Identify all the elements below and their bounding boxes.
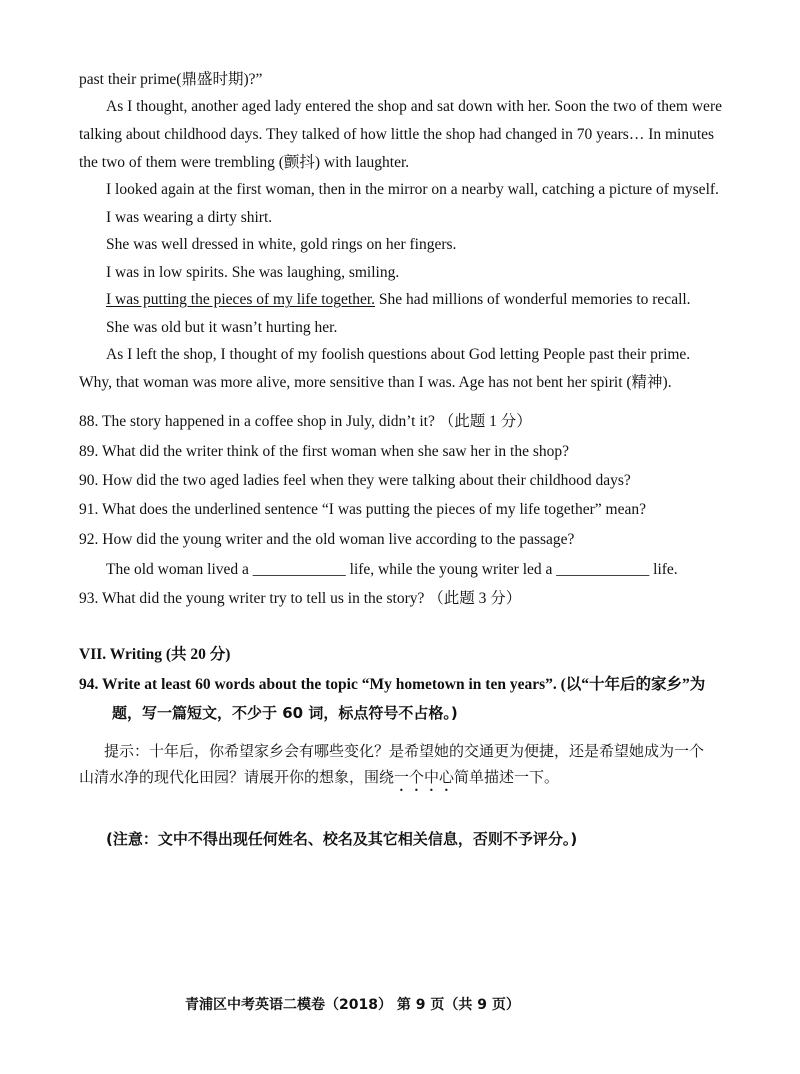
passage-line — [106, 290, 691, 310]
passage-text: She had millions of wonderful memories to recall. — [375, 291, 691, 308]
passage-line: talking about childhood days. They talked of how little the shop had changed in 70 years… In minutes — [79, 126, 715, 143]
passage-line: I looked again at the first woman, then in the mirror on a nearby wall, catching a picture of myself. — [106, 181, 719, 198]
writing-task-continued: 题，写一篇短文，不少于 60 词，标点符号不占格。) — [112, 704, 458, 722]
hint-text: 山清水净的现代化田园？请展开你的想象，围绕 — [79, 768, 395, 786]
passage-line: As I left the shop, I thought of my foolish questions about God letting People past their prime. — [106, 346, 691, 363]
hint-text: 简单描述一下。 — [454, 768, 560, 786]
emphasized-phrase: 一个中心 — [394, 768, 455, 786]
passage-line: As I thought, another aged lady entered the shop and sat down with her. Soon the two of them were — [106, 98, 722, 115]
passage-line: Why, that woman was more alive, more sensitive than I was. Age has not bent her spirit (精神). — [79, 374, 672, 391]
passage-line: I was wearing a dirty shirt. — [106, 209, 273, 226]
underlined-sentence: I was putting the pieces of my life together. — [106, 291, 376, 308]
page-footer: 青浦区中考英语二模卷（2018） 第 9 页（共 9 页） — [185, 997, 520, 1013]
passage-line: the two of them were trembling (颤抖) with laughter. — [79, 154, 410, 171]
question-88: 88. The story happened in a coffee shop in July, didn’t it? （此题 1 分） — [79, 413, 532, 430]
passage-line: She was well dressed in white, gold rings on her fingers. — [106, 236, 457, 253]
writing-notice: (注意：文中不得出现任何姓名、校名及其它相关信息，否则不予评分。) — [106, 830, 578, 848]
question-91: 91. What does the underlined sentence “I was putting the pieces of my life together” mean? — [79, 501, 646, 518]
writing-hint — [79, 767, 559, 795]
writing-hint: 提示：十年后，你希望家乡会有哪些变化？是希望她的交通更为便捷，还是希望她成为一个 — [104, 742, 705, 760]
writing-task: 94. Write at least 60 words about the topic “My hometown in ten years”. (以“十年后的家乡”为 — [79, 676, 706, 693]
question-93: 93. What did the young writer try to tell us in the story? （此题 3 分） — [79, 590, 522, 607]
writing-heading: VII. Writing (共 20 分) — [79, 646, 231, 663]
question-92-fill-in: The old woman lived a ____________ life, while the young writer led a ____________ life. — [106, 561, 678, 578]
question-92: 92. How did the young writer and the old woman live according to the passage? — [79, 531, 575, 548]
passage-line: past their prime(鼎盛时期)?” — [79, 71, 263, 88]
question-89: 89. What did the writer think of the first woman when she saw her in the shop? — [79, 443, 570, 460]
passage-line: I was in low spirits. She was laughing, smiling. — [106, 264, 400, 281]
question-90: 90. How did the two aged ladies feel when they were talking about their childhood days? — [79, 472, 631, 489]
passage-line: She was old but it wasn’t hurting her. — [106, 319, 338, 336]
